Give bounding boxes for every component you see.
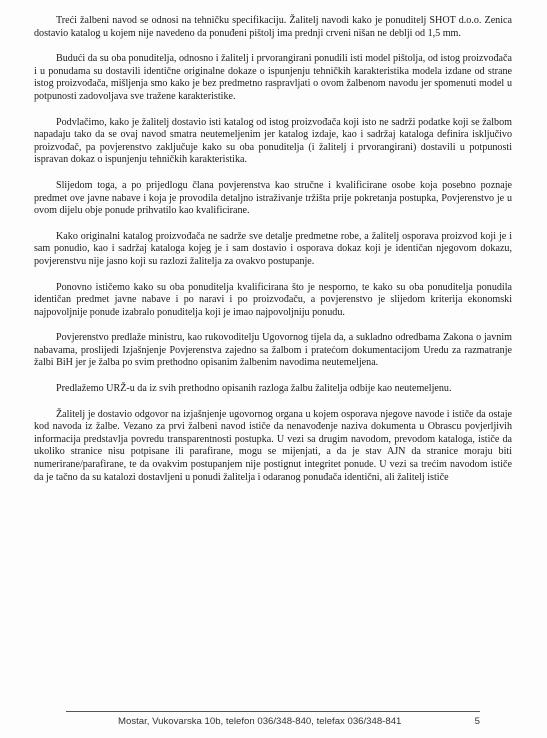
paragraph-7: Povjerenstvo predlaže ministru, kao rukovoditelju Ugovornog tijela da, a sukladno odredbama Zakona o javnim nabavama, proslijedi Izjašnjenje Povjerenstva zajedno sa žalbom i pratećom dokumentacijom Uredu za razmatranje žalbi BiH jer je žalba po svim prethodno opisanim žalbenim navodima neutemeljena. <box>34 332 512 369</box>
paragraph-1: Treći žalbeni navod se odnosi na tehničku specifikaciju. Žalitelj navodi kako je ponuditelj SHOT d.o.o. Zenica dostavio katalog u kojem nije navedeno da ponuđeni pištolj ima prednji crveni nišan ne deblji od 1,5 mm. <box>34 15 512 39</box>
paragraph-9: Žalitelj je dostavio odgovor na izjašnjenje ugovornog organa u kojem osporava njegove navode i ističe da ostaje kod navoda iz žalbe. Vezano za prvi žalbeni navod ističe da nenavođenje naziva dokumenta u Obrascu povjerljivih informacija predstavlja povredu transparentnosti postupka. U vezi sa drugim navodom, prevodom kataloga, ističe da ukoliko stranice nisu potpisane ili parafirane, mogu se mijenjati, a da je stav AJN da stranice moraju biti numerirane/parafirane, te da ovakvim postupanjem nije postignut integritet ponude. U vezi sa trećim navodom ističe da je tačno da su katalozi dostavljeni u ponudi žalitelja i odaranog ponuđača identični, ali žalitelj ističe <box>34 408 512 483</box>
footer-address: Mostar, Vukovarska 10b, telefon 036/348-840, telefax 036/348-841 <box>118 716 402 727</box>
paragraph-4: Slijedom toga, a po prijedlogu člana povjerenstva kao stručne i kvalificirane osobe koja posebno poznaje predmet ove javne nabave i koja je provodila detaljno istraživanje tržišta prije pokretanja postupka, Povjerenstvo je u ovom dijelu obje ponude prihvatilo kao kvalificirane. <box>34 179 512 217</box>
paragraph-3: Podvlačimo, kako je žalitelj dostavio isti katalog od istog proizvođača koji isto ne sadrži podatke koji se žalbom napadaju tako da se ovaj navod smatra neutemeljenim jer katalog izdaje, kao i sadržaj kataloga definira isključivo proizvođač, pa povjerenstvo zaključuje kako su oba ponuditelja (i žalitelj i prvorangirani) dostavili u potpunosti ispravan dokaz o ispunjenju tehničkih karakteristika. <box>34 116 512 166</box>
footer-divider <box>66 711 480 712</box>
paragraph-6: Ponovno ističemo kako su oba ponuditelja kvalificirana što je nesporno, te kako su oba ponuditelja ponudila identičan predmet javne nabave i po naravi i po proizvođaču, a povjerenstvo je slijedom kriterija ekonomski najpovoljnije ponude izabralo ponuditelja koji je imao najpovoljniju ponudu. <box>34 281 512 318</box>
paragraph-5: Kako originalni katalog proizvođača ne sadrže sve detalje predmetne robe, a žalitelj osporava proizvod koji je i sam ponudio, kao i sadržaj kataloga kojeg je i sam dostavio i osporava dokaz koji je identičan njegovom dokazu, povjerenstvu nije jasno koji su razlozi žalitelja za ovakvo postupanje. <box>34 230 512 267</box>
paragraph-8: Predlažemo URŽ-u da iz svih prethodno opisanih razloga žalbu žalitelja odbije kao neutemeljenu. <box>56 383 452 395</box>
document-body <box>34 15 512 497</box>
page-footer <box>66 716 480 727</box>
paragraph-2: Budući da su oba ponuditelja, odnosno i žalitelj i prvorangirani ponudili isti model pištolja, od istog proizvođača i u ponudama su dostavili identične originalne dokaze o ispunjenju tehničkih karakteristika modela izdane od strane istog proizvođača, mišljenja smo kako je bez predmetno raspravljati o ovom žalbenom navodu jer spomenuti model u potpunosti zadovoljava sve tražene karakteristike. <box>34 53 512 102</box>
page-number: 5 <box>474 716 480 727</box>
